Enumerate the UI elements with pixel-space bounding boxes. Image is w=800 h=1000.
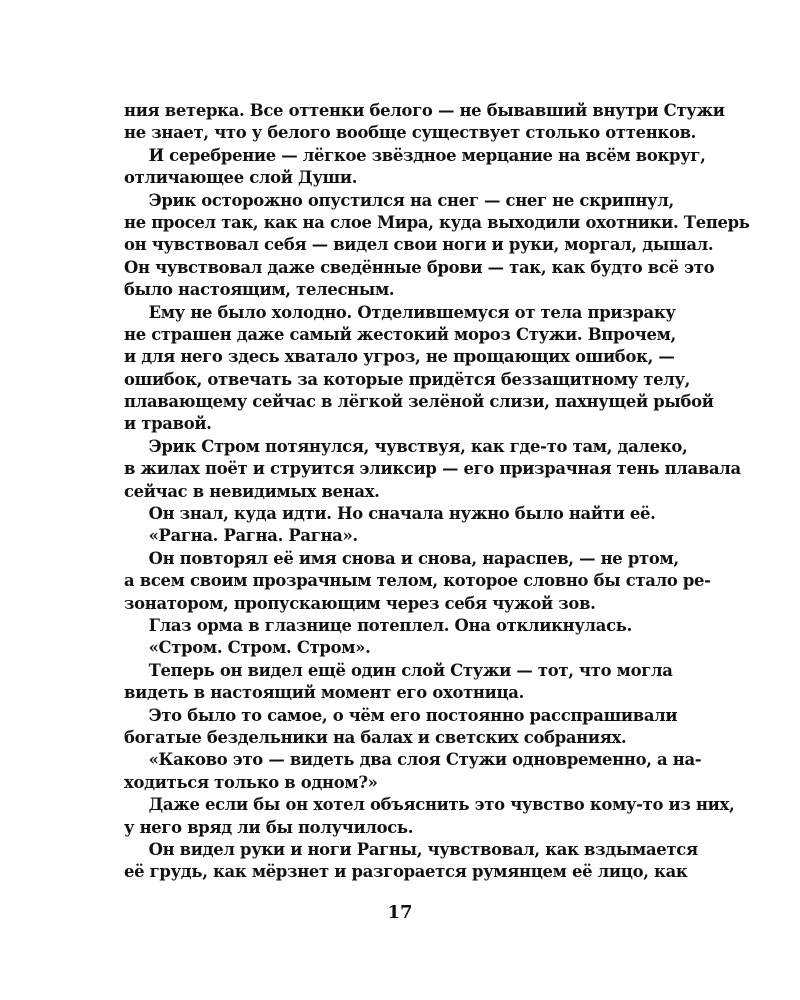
text-line-2: не знает, что у белого вообще существует столько оттенков.: [124, 123, 697, 143]
text-line-23: зонатором, пропускающим через себя чужой зов.: [124, 593, 596, 613]
body-text: [124, 100, 750, 884]
text-line-1: ния ветерка. Все оттенки белого — не бывавший внутри Стужи: [124, 101, 725, 120]
text-line-7: он чувствовал себя — видел свои ноги и руки, моргал, дышал.: [124, 235, 714, 255]
text-line-12: и для него здесь хватало угроз, не прощающих ошибок, —: [124, 347, 675, 367]
text-line-19: Он знал, куда идти. Но сначала нужно было найти её.: [148, 504, 656, 524]
text-line-16: Эрик Стром потянулся, чувствуя, как где-то там, далеко,: [148, 436, 688, 456]
text-line-30: «Каково это — видеть два слоя Стужи одновременно, а на-: [148, 750, 702, 770]
text-line-27: видеть в настоящий момент его охотница.: [124, 683, 525, 703]
text-line-32: Даже если бы он хотел объяснить это чувство кому-то из них,: [148, 795, 735, 815]
text-line-22: а всем своим прозрачным телом, которое словно бы стало ре-: [124, 571, 711, 591]
text-line-25: «Стром. Стром. Стром».: [148, 638, 371, 658]
page-number: 17: [387, 902, 413, 923]
text-line-31: ходиться только в одном?»: [124, 772, 378, 792]
text-line-24: Глаз орма в глазнице потеплел. Она откликнулась.: [148, 615, 633, 635]
text-line-26: Теперь он видел ещё один слой Стужи — тот, что могла: [148, 660, 673, 680]
text-line-15: и травой.: [124, 414, 212, 434]
text-line-4: отличающее слой Души.: [124, 168, 358, 188]
text-line-13: ошибок, отвечать за которые придётся беззащитному телу,: [124, 369, 691, 389]
text-line-29: богатые бездельники на балах и светских собраниях.: [124, 727, 627, 747]
text-line-17: в жилах поёт и струится эликсир — его призрачная тень плавала: [124, 459, 741, 479]
text-line-9: было настоящим, телесным.: [124, 280, 395, 300]
text-line-33: у него вряд ли бы получилось.: [124, 817, 414, 837]
text-line-20: «Рагна. Рагна. Рагна».: [148, 526, 358, 546]
text-line-11: не страшен даже самый жестокий мороз Стужи. Впрочем,: [124, 324, 676, 344]
text-line-35: её грудь, как мёрзнет и разгорается румянцем её лицо, как: [124, 862, 688, 882]
text-line-14: плавающему сейчас в лёгкой зелёной слизи, пахнущей рыбой: [124, 392, 714, 412]
text-line-18: сейчас в невидимых венах.: [124, 481, 380, 501]
text-line-21: Он повторял её имя снова и снова, нараспев, — не ртом,: [148, 548, 679, 568]
text-line-3: И серебрение — лёгкое звёздное мерцание на всём вокруг,: [148, 145, 706, 165]
text-line-34: Он видел руки и ноги Рагны, чувствовал, как вздымается: [148, 839, 698, 859]
text-line-28: Это было то самое, о чём его постоянно расспрашивали: [148, 705, 678, 725]
text-line-10: Ему не было холодно. Отделившемуся от тела призраку: [148, 302, 676, 322]
text-line-6: не просел так, как на слое Мира, куда выходили охотники. Теперь: [124, 212, 750, 232]
text-line-8: Он чувствовал даже сведённые брови — так, как будто всё это: [124, 257, 715, 277]
text-line-5: Эрик осторожно опустился на снег — снег не скрипнул,: [148, 190, 674, 210]
